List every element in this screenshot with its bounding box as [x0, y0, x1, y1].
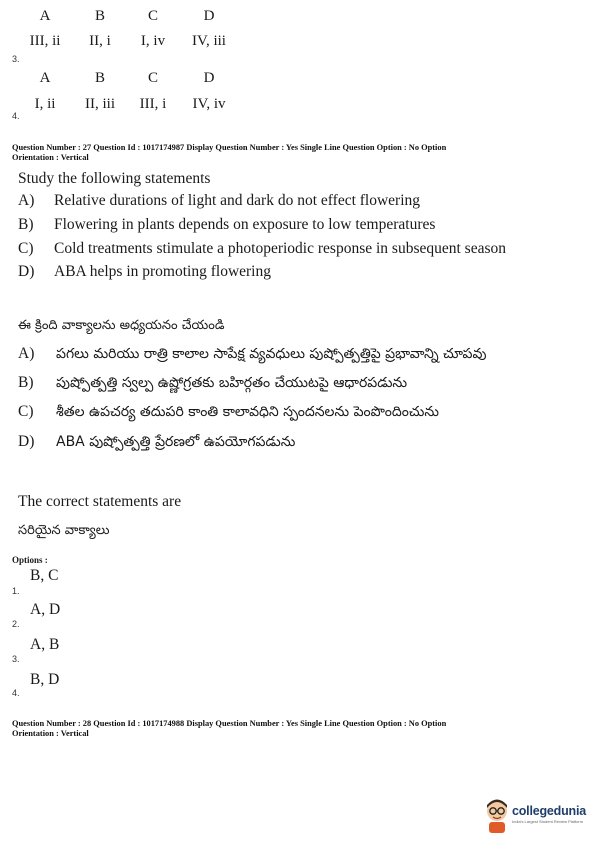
question-intro: Study the following statements [18, 170, 211, 187]
statement-text: శీతల ఉపచర్య తదుపరి కాంతి కాలావధిని స్పందనలను పెంపొందించును [56, 404, 439, 420]
statement-b [18, 216, 435, 234]
value-d: IV, iii [192, 33, 226, 49]
statement-d [18, 263, 271, 281]
answer-option-text[interactable]: A, B [30, 636, 60, 653]
statement-text: ABA helps in promoting flowering [54, 263, 271, 280]
option-number: 3. [12, 54, 20, 64]
telugu-statement-b [18, 374, 407, 394]
statement-text: పగలు మరియు రాత్రి కాలాల సాపేక్ష వ్యవధులు పుష్పోత్పత్తిపై ప్రభావాన్ని చూపవు [56, 346, 487, 362]
statement-letter: B) [18, 216, 34, 233]
option-3-headers [0, 8, 595, 28]
option-number: 1. [12, 586, 20, 596]
value-d: IV, iv [192, 96, 226, 112]
value-c: I, iv [140, 33, 166, 49]
statement-letter: C) [18, 403, 34, 420]
correct-statements-label-telugu: సరియైన వాక్యాలు [18, 523, 110, 538]
header-b: B [94, 8, 105, 24]
statement-letter: D) [18, 263, 35, 280]
statement-letter: B) [18, 374, 34, 391]
header-d: D [203, 8, 215, 24]
logo-name: collegedunia [512, 804, 587, 818]
value-a: I, ii [34, 96, 56, 112]
statement-a [18, 192, 420, 210]
value-b: II, i [89, 33, 111, 49]
question-28-meta [12, 719, 587, 738]
question-meta-line: Question Number : 28 Question Id : 1017174988 Display Question Number : Yes Single Line Question Option : No Option [12, 719, 447, 728]
options-label: Options : [12, 555, 48, 565]
correct-statements-label: The correct statements are [18, 493, 182, 510]
statement-text: Cold treatments stimulate a photoperiodic response in subsequent season [54, 240, 506, 257]
statement-letter: D) [18, 433, 35, 450]
option-number: 2. [12, 619, 20, 629]
question-meta-line: Question Number : 27 Question Id : 1017174987 Display Question Number : Yes Single Line Question Option : No Option [12, 143, 447, 152]
collegedunia-logo [480, 796, 590, 836]
statement-text: పుష్పోత్పత్తి స్వల్ప ఉష్ణోగ్రతకు బహిర్గతం చేయుటపై ఆధారపడును [56, 375, 408, 391]
header-b: B [94, 70, 105, 86]
statement-text: ABA పుష్పోత్పత్తి ప్రేరణలో ఉపయోగపడును [56, 434, 296, 450]
header-d: D [203, 70, 215, 86]
answer-option-text[interactable]: B, C [30, 567, 59, 584]
answer-option-text[interactable]: A, D [30, 601, 61, 618]
question-27-meta [12, 143, 587, 162]
header-c: C [147, 8, 158, 24]
answer-option-text[interactable]: B, D [30, 671, 60, 688]
option-number: 4. [12, 688, 20, 698]
option-4-values [0, 96, 595, 116]
statement-letter: A) [18, 345, 35, 362]
option-3-values [0, 33, 595, 53]
statement-letter: A) [18, 192, 35, 209]
telugu-statement-a [18, 345, 486, 365]
telugu-intro: ఈ క్రింది వాక్యాలను అధ్యయనం చేయండి [18, 318, 225, 333]
logo-tagline: India's Largest Student Review Platform [512, 819, 584, 824]
question-meta-line: Orientation : Vertical [12, 728, 89, 738]
question-meta-line: Orientation : Vertical [12, 152, 89, 162]
mascot-icon [482, 798, 512, 834]
telugu-statement-d [18, 433, 295, 453]
option-number: 3. [12, 654, 20, 664]
value-c: III, i [139, 96, 167, 112]
statement-text: Flowering in plants depends on exposure to low temperatures [54, 216, 436, 233]
value-a: III, ii [29, 33, 61, 49]
statement-letter: C) [18, 240, 34, 257]
telugu-statement-c [18, 403, 439, 423]
statement-c [18, 240, 506, 258]
header-a: A [39, 70, 51, 86]
value-b: II, iii [85, 96, 115, 112]
header-c: C [147, 70, 158, 86]
option-4-headers [0, 70, 595, 90]
option-number: 4. [12, 111, 20, 121]
header-a: A [39, 8, 51, 24]
statement-text: Relative durations of light and dark do not effect flowering [54, 192, 421, 209]
